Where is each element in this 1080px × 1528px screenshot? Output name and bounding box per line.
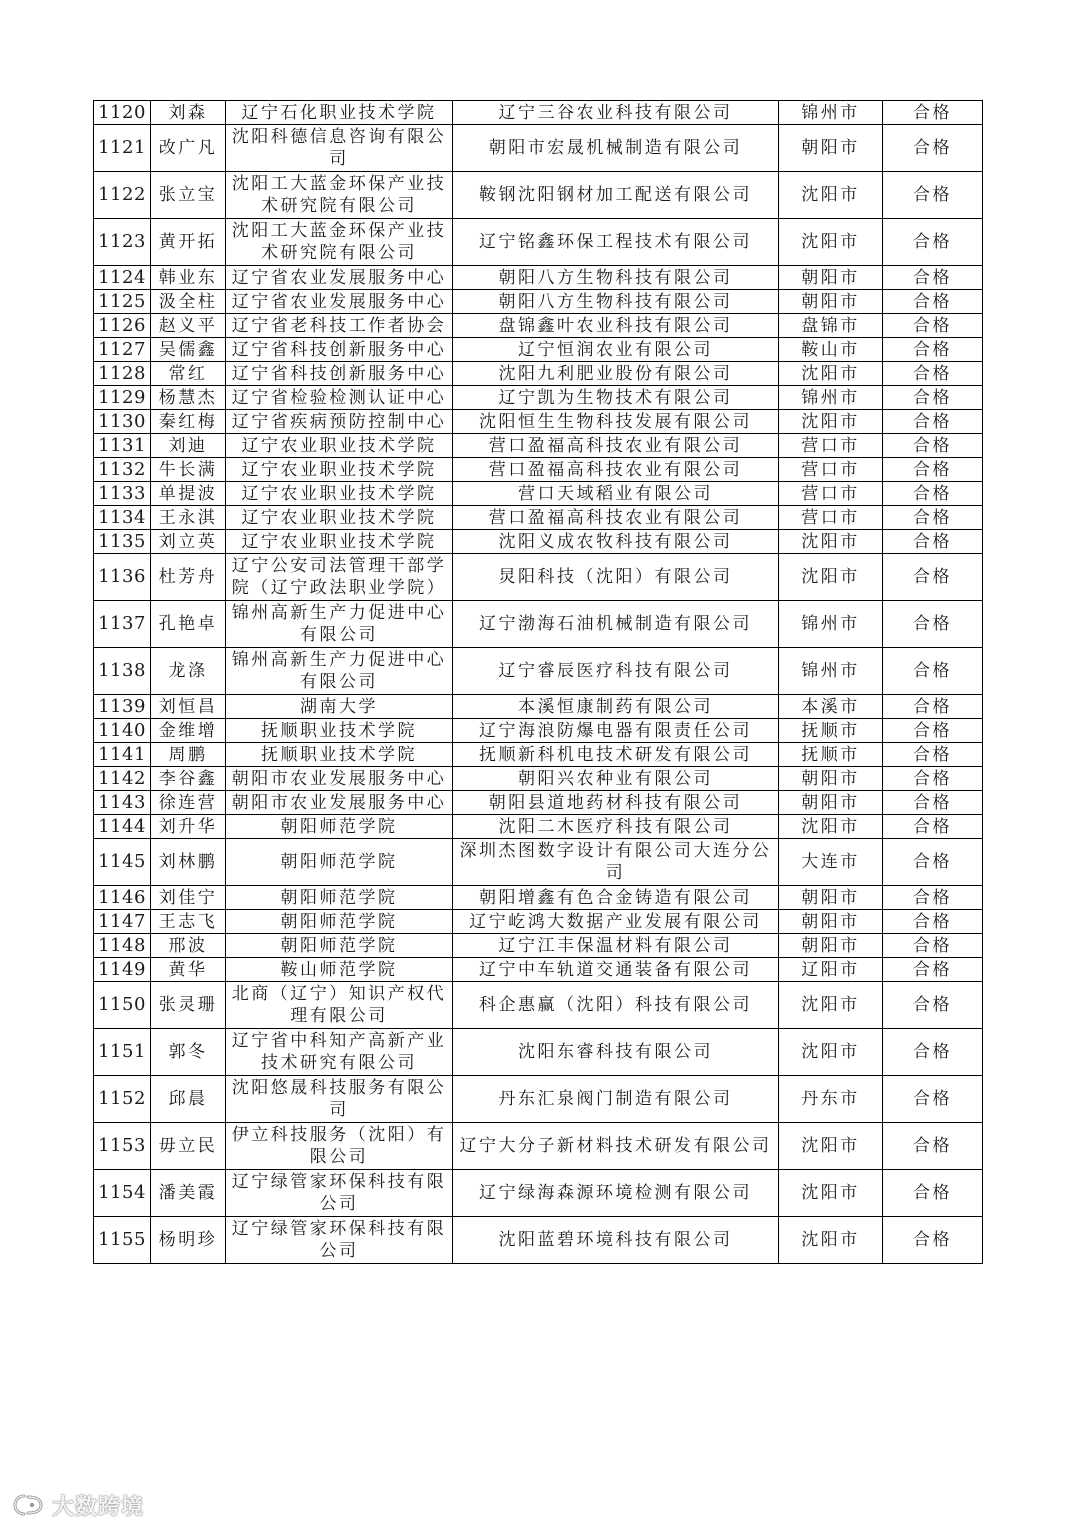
cell-company: 辽宁大分子新材料技术研发有限公司	[453, 1123, 779, 1170]
cell-result: 合格	[883, 934, 983, 958]
cell-organization: 辽宁绿管家环保科技有限公司	[226, 1217, 453, 1264]
cell-number: 1137	[94, 601, 151, 648]
cell-company: 朝阳八方生物科技有限公司	[453, 266, 779, 290]
cell-result: 合格	[883, 648, 983, 695]
cell-company: 炅阳科技（沈阳）有限公司	[453, 554, 779, 601]
cell-city: 沈阳市	[779, 172, 883, 219]
cell-organization: 辽宁农业职业技术学院	[226, 506, 453, 530]
cell-result: 合格	[883, 815, 983, 839]
cell-name: 牛长满	[151, 458, 226, 482]
cell-company: 朝阳市宏晟机械制造有限公司	[453, 125, 779, 172]
cell-company: 辽宁屹鸿大数据产业发展有限公司	[453, 910, 779, 934]
table-row	[94, 386, 983, 410]
cell-organization: 辽宁省疾病预防控制中心	[226, 410, 453, 434]
table-row	[94, 554, 983, 601]
cell-result: 合格	[883, 458, 983, 482]
cell-city: 沈阳市	[779, 982, 883, 1029]
cell-city: 沈阳市	[779, 1029, 883, 1076]
cell-city: 营口市	[779, 458, 883, 482]
cell-organization: 沈阳悠晟科技服务有限公司	[226, 1076, 453, 1123]
cell-result: 合格	[883, 886, 983, 910]
cell-number: 1138	[94, 648, 151, 695]
cell-city: 沈阳市	[779, 530, 883, 554]
cell-number: 1140	[94, 719, 151, 743]
cell-company: 沈阳二木医疗科技有限公司	[453, 815, 779, 839]
cell-result: 合格	[883, 695, 983, 719]
cell-number: 1155	[94, 1217, 151, 1264]
cell-result: 合格	[883, 101, 983, 125]
cell-organization: 辽宁省农业发展服务中心	[226, 290, 453, 314]
cell-name: 孔艳卓	[151, 601, 226, 648]
cell-result: 合格	[883, 1076, 983, 1123]
cell-name: 毋立民	[151, 1123, 226, 1170]
watermark-text: 大数跨境	[52, 1494, 145, 1520]
cell-organization: 辽宁省科技创新服务中心	[226, 362, 453, 386]
cell-organization: 沈阳工大蓝金环保产业技术研究院有限公司	[226, 219, 453, 266]
cell-result: 合格	[883, 172, 983, 219]
cell-name: 徐连营	[151, 791, 226, 815]
cell-city: 抚顺市	[779, 743, 883, 767]
cell-city: 鞍山市	[779, 338, 883, 362]
cell-organization: 辽宁农业职业技术学院	[226, 434, 453, 458]
cell-number: 1120	[94, 101, 151, 125]
cell-company: 沈阳蓝碧环境科技有限公司	[453, 1217, 779, 1264]
cell-result: 合格	[883, 386, 983, 410]
cell-company: 辽宁海浪防爆电器有限责任公司	[453, 719, 779, 743]
cell-number: 1131	[94, 434, 151, 458]
cell-city: 辽阳市	[779, 958, 883, 982]
cell-company: 营口盈福高科技农业有限公司	[453, 458, 779, 482]
cell-result: 合格	[883, 338, 983, 362]
cell-number: 1153	[94, 1123, 151, 1170]
cell-organization: 北商（辽宁）知识产权代理有限公司	[226, 982, 453, 1029]
cell-organization: 辽宁省科技创新服务中心	[226, 338, 453, 362]
table-row	[94, 1123, 983, 1170]
cell-city: 朝阳市	[779, 125, 883, 172]
cell-company: 辽宁铭鑫环保工程技术有限公司	[453, 219, 779, 266]
cell-organization: 辽宁绿管家环保科技有限公司	[226, 1170, 453, 1217]
cell-company: 丹东汇泉阀门制造有限公司	[453, 1076, 779, 1123]
cell-name: 刘升华	[151, 815, 226, 839]
cell-name: 龙涤	[151, 648, 226, 695]
cell-result: 合格	[883, 362, 983, 386]
cell-number: 1125	[94, 290, 151, 314]
cell-name: 汲全柱	[151, 290, 226, 314]
cell-name: 王志飞	[151, 910, 226, 934]
cell-name: 常红	[151, 362, 226, 386]
roster-table	[93, 100, 983, 1264]
cell-name: 张灵珊	[151, 982, 226, 1029]
cell-result: 合格	[883, 530, 983, 554]
cell-city: 朝阳市	[779, 934, 883, 958]
cell-organization: 鞍山师范学院	[226, 958, 453, 982]
cell-number: 1152	[94, 1076, 151, 1123]
cell-name: 刘迪	[151, 434, 226, 458]
cell-city: 本溪市	[779, 695, 883, 719]
cell-organization: 锦州高新生产力促进中心有限公司	[226, 601, 453, 648]
cell-name: 杜芳舟	[151, 554, 226, 601]
watermark	[8, 1488, 144, 1522]
cell-number: 1127	[94, 338, 151, 362]
cell-organization: 抚顺职业技术学院	[226, 719, 453, 743]
table-row	[94, 530, 983, 554]
cell-result: 合格	[883, 125, 983, 172]
cell-organization: 朝阳师范学院	[226, 815, 453, 839]
table-row	[94, 767, 983, 791]
table-row	[94, 648, 983, 695]
cell-number: 1136	[94, 554, 151, 601]
cell-result: 合格	[883, 791, 983, 815]
cell-name: 张立宝	[151, 172, 226, 219]
cell-result: 合格	[883, 719, 983, 743]
cell-company: 朝阳县道地药材科技有限公司	[453, 791, 779, 815]
cell-city: 锦州市	[779, 101, 883, 125]
cell-result: 合格	[883, 482, 983, 506]
table-row	[94, 338, 983, 362]
cell-result: 合格	[883, 767, 983, 791]
cell-name: 李谷鑫	[151, 767, 226, 791]
cell-city: 锦州市	[779, 648, 883, 695]
cell-name: 刘恒昌	[151, 695, 226, 719]
cell-result: 合格	[883, 290, 983, 314]
cell-number: 1123	[94, 219, 151, 266]
cell-name: 刘森	[151, 101, 226, 125]
table-row	[94, 719, 983, 743]
cell-number: 1147	[94, 910, 151, 934]
cell-name: 王永淇	[151, 506, 226, 530]
cell-city: 沈阳市	[779, 1217, 883, 1264]
cell-number: 1141	[94, 743, 151, 767]
table-row	[94, 266, 983, 290]
cell-company: 本溪恒康制药有限公司	[453, 695, 779, 719]
cell-organization: 朝阳师范学院	[226, 839, 453, 886]
table-row	[94, 601, 983, 648]
cell-result: 合格	[883, 410, 983, 434]
cell-result: 合格	[883, 434, 983, 458]
cell-result: 合格	[883, 601, 983, 648]
watermark-logo-icon	[8, 1490, 48, 1520]
cell-result: 合格	[883, 266, 983, 290]
cell-organization: 抚顺职业技术学院	[226, 743, 453, 767]
cell-city: 沈阳市	[779, 554, 883, 601]
cell-name: 刘佳宁	[151, 886, 226, 910]
table-row	[94, 1076, 983, 1123]
cell-organization: 沈阳科德信息咨询有限公司	[226, 125, 453, 172]
cell-name: 杨慧杰	[151, 386, 226, 410]
cell-organization: 辽宁省老科技工作者协会	[226, 314, 453, 338]
table-row	[94, 1217, 983, 1264]
cell-name: 赵义平	[151, 314, 226, 338]
cell-company: 沈阳九利肥业股份有限公司	[453, 362, 779, 386]
cell-result: 合格	[883, 958, 983, 982]
table-row	[94, 101, 983, 125]
table-row	[94, 434, 983, 458]
cell-company: 营口盈福高科技农业有限公司	[453, 434, 779, 458]
cell-number: 1142	[94, 767, 151, 791]
cell-name: 秦红梅	[151, 410, 226, 434]
cell-number: 1128	[94, 362, 151, 386]
cell-organization: 伊立科技服务（沈阳）有限公司	[226, 1123, 453, 1170]
cell-name: 刘立英	[151, 530, 226, 554]
cell-number: 1149	[94, 958, 151, 982]
table-row	[94, 362, 983, 386]
cell-name: 杨明珍	[151, 1217, 226, 1264]
cell-company: 沈阳东睿科技有限公司	[453, 1029, 779, 1076]
table-row	[94, 506, 983, 530]
cell-number: 1146	[94, 886, 151, 910]
table-row	[94, 743, 983, 767]
cell-result: 合格	[883, 982, 983, 1029]
cell-number: 1134	[94, 506, 151, 530]
table-row	[94, 695, 983, 719]
cell-organization: 辽宁省检验检测认证中心	[226, 386, 453, 410]
cell-number: 1133	[94, 482, 151, 506]
cell-number: 1154	[94, 1170, 151, 1217]
cell-company: 朝阳增鑫有色合金铸造有限公司	[453, 886, 779, 910]
cell-name: 郭冬	[151, 1029, 226, 1076]
table-row	[94, 314, 983, 338]
cell-organization: 朝阳师范学院	[226, 934, 453, 958]
cell-name: 周鹏	[151, 743, 226, 767]
cell-company: 朝阳八方生物科技有限公司	[453, 290, 779, 314]
cell-company: 辽宁江丰保温材料有限公司	[453, 934, 779, 958]
cell-result: 合格	[883, 219, 983, 266]
cell-number: 1124	[94, 266, 151, 290]
cell-name: 刘林鹏	[151, 839, 226, 886]
table-row	[94, 958, 983, 982]
cell-organization: 辽宁公安司法管理干部学院（辽宁政法职业学院）	[226, 554, 453, 601]
cell-organization: 辽宁农业职业技术学院	[226, 530, 453, 554]
cell-result: 合格	[883, 1217, 983, 1264]
cell-number: 1135	[94, 530, 151, 554]
cell-name: 单提波	[151, 482, 226, 506]
cell-result: 合格	[883, 910, 983, 934]
cell-city: 锦州市	[779, 386, 883, 410]
table-row	[94, 482, 983, 506]
cell-city: 营口市	[779, 506, 883, 530]
cell-city: 大连市	[779, 839, 883, 886]
cell-number: 1150	[94, 982, 151, 1029]
table-row	[94, 1170, 983, 1217]
cell-number: 1132	[94, 458, 151, 482]
cell-city: 朝阳市	[779, 791, 883, 815]
cell-name: 韩业东	[151, 266, 226, 290]
cell-city: 盘锦市	[779, 314, 883, 338]
cell-city: 锦州市	[779, 601, 883, 648]
cell-company: 辽宁绿海森源环境检测有限公司	[453, 1170, 779, 1217]
cell-city: 朝阳市	[779, 290, 883, 314]
table-row	[94, 1029, 983, 1076]
cell-company: 科企惠赢（沈阳）科技有限公司	[453, 982, 779, 1029]
cell-city: 丹东市	[779, 1076, 883, 1123]
table-row	[94, 910, 983, 934]
cell-city: 沈阳市	[779, 219, 883, 266]
cell-organization: 朝阳师范学院	[226, 910, 453, 934]
cell-company: 沈阳义成农牧科技有限公司	[453, 530, 779, 554]
cell-result: 合格	[883, 554, 983, 601]
cell-city: 沈阳市	[779, 815, 883, 839]
cell-company: 鞍钢沈阳钢材加工配送有限公司	[453, 172, 779, 219]
cell-organization: 辽宁农业职业技术学院	[226, 482, 453, 506]
cell-number: 1126	[94, 314, 151, 338]
cell-number: 1148	[94, 934, 151, 958]
cell-city: 营口市	[779, 482, 883, 506]
cell-company: 沈阳恒生生物科技发展有限公司	[453, 410, 779, 434]
cell-result: 合格	[883, 506, 983, 530]
table-row	[94, 791, 983, 815]
cell-name: 黄华	[151, 958, 226, 982]
cell-city: 沈阳市	[779, 1170, 883, 1217]
table-row	[94, 410, 983, 434]
cell-name: 黄开拓	[151, 219, 226, 266]
cell-result: 合格	[883, 743, 983, 767]
cell-company: 朝阳兴农种业有限公司	[453, 767, 779, 791]
cell-name: 邱晨	[151, 1076, 226, 1123]
cell-result: 合格	[883, 1170, 983, 1217]
cell-city: 沈阳市	[779, 410, 883, 434]
cell-company: 抚顺新科机电技术研发有限公司	[453, 743, 779, 767]
cell-number: 1129	[94, 386, 151, 410]
table-row	[94, 125, 983, 172]
cell-name: 邢波	[151, 934, 226, 958]
cell-organization: 朝阳师范学院	[226, 886, 453, 910]
cell-name: 金维增	[151, 719, 226, 743]
cell-company: 辽宁三谷农业科技有限公司	[453, 101, 779, 125]
cell-result: 合格	[883, 839, 983, 886]
cell-number: 1145	[94, 839, 151, 886]
cell-company: 辽宁恒润农业有限公司	[453, 338, 779, 362]
table-row	[94, 839, 983, 886]
cell-company: 盘锦鑫叶农业科技有限公司	[453, 314, 779, 338]
cell-number: 1121	[94, 125, 151, 172]
cell-city: 沈阳市	[779, 362, 883, 386]
cell-number: 1143	[94, 791, 151, 815]
table-row	[94, 219, 983, 266]
cell-organization: 沈阳工大蓝金环保产业技术研究院有限公司	[226, 172, 453, 219]
cell-city: 沈阳市	[779, 1123, 883, 1170]
cell-city: 朝阳市	[779, 767, 883, 791]
table-row	[94, 458, 983, 482]
cell-name: 改广凡	[151, 125, 226, 172]
cell-company: 辽宁渤海石油机械制造有限公司	[453, 601, 779, 648]
cell-number: 1151	[94, 1029, 151, 1076]
cell-company: 营口盈福高科技农业有限公司	[453, 506, 779, 530]
cell-organization: 辽宁农业职业技术学院	[226, 458, 453, 482]
cell-number: 1139	[94, 695, 151, 719]
cell-organization: 辽宁石化职业技术学院	[226, 101, 453, 125]
table-row	[94, 815, 983, 839]
table-row	[94, 290, 983, 314]
cell-number: 1144	[94, 815, 151, 839]
cell-number: 1130	[94, 410, 151, 434]
table-row	[94, 172, 983, 219]
cell-organization: 湖南大学	[226, 695, 453, 719]
cell-company: 营口天域稻业有限公司	[453, 482, 779, 506]
cell-city: 朝阳市	[779, 886, 883, 910]
cell-result: 合格	[883, 314, 983, 338]
cell-organization: 朝阳市农业发展服务中心	[226, 767, 453, 791]
cell-city: 朝阳市	[779, 266, 883, 290]
cell-city: 朝阳市	[779, 910, 883, 934]
cell-company: 深圳杰图数字设计有限公司大连分公司	[453, 839, 779, 886]
cell-number: 1122	[94, 172, 151, 219]
table-row	[94, 982, 983, 1029]
cell-organization: 锦州高新生产力促进中心有限公司	[226, 648, 453, 695]
cell-result: 合格	[883, 1029, 983, 1076]
cell-name: 吴儒鑫	[151, 338, 226, 362]
cell-result: 合格	[883, 1123, 983, 1170]
cell-company: 辽宁中车轨道交通装备有限公司	[453, 958, 779, 982]
cell-city: 营口市	[779, 434, 883, 458]
cell-company: 辽宁凯为生物技术有限公司	[453, 386, 779, 410]
table-row	[94, 886, 983, 910]
cell-city: 抚顺市	[779, 719, 883, 743]
cell-organization: 辽宁省中科知产高新产业技术研究有限公司	[226, 1029, 453, 1076]
cell-name: 潘美霞	[151, 1170, 226, 1217]
cell-organization: 辽宁省农业发展服务中心	[226, 266, 453, 290]
cell-organization: 朝阳市农业发展服务中心	[226, 791, 453, 815]
table-row	[94, 934, 983, 958]
cell-company: 辽宁睿辰医疗科技有限公司	[453, 648, 779, 695]
